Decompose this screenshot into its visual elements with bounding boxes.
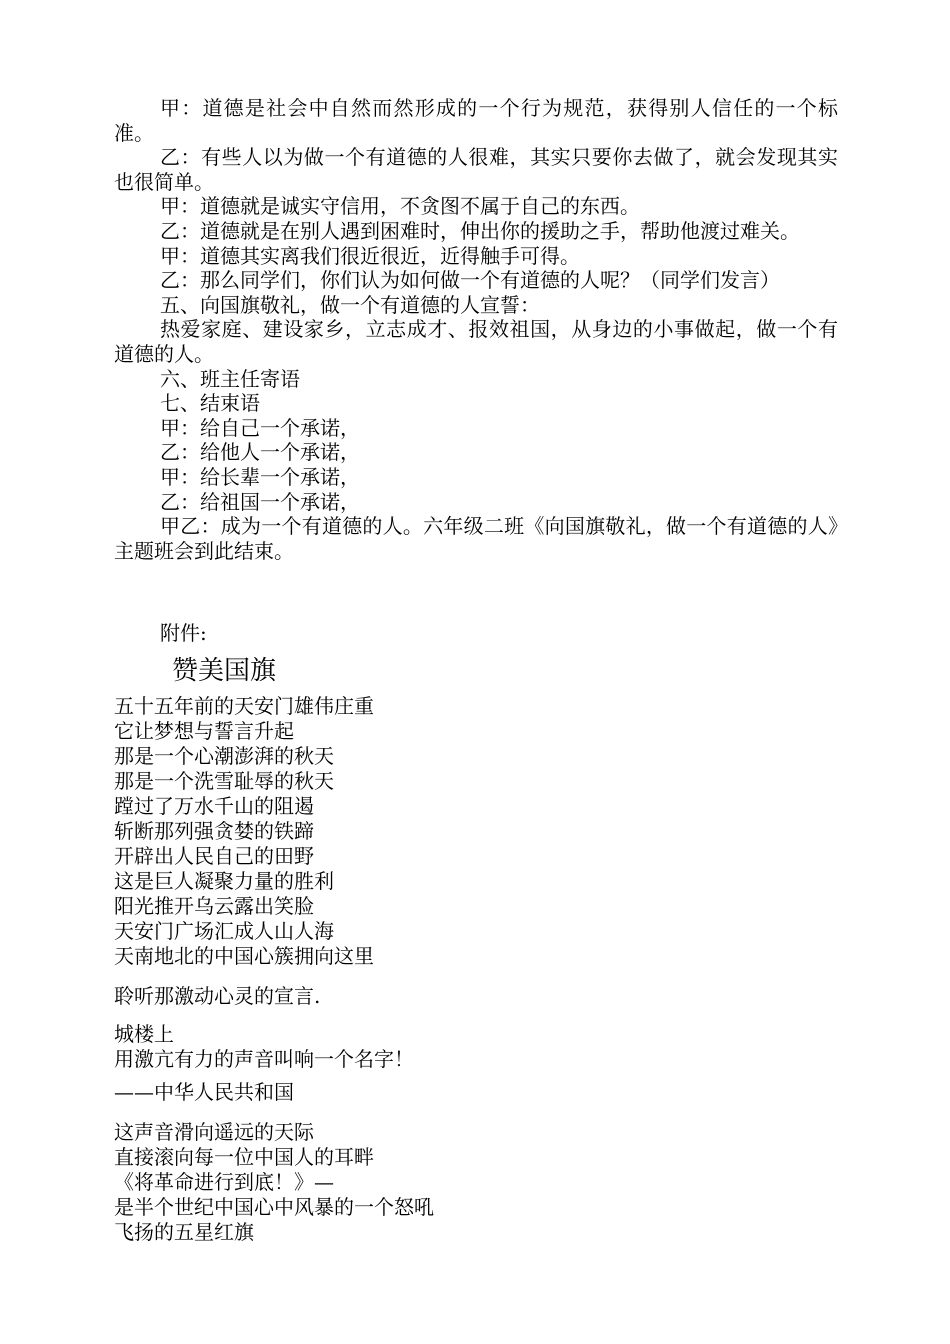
poem-line: 开辟出人民自己的田野 <box>114 844 314 868</box>
poem-line: 斩断那列强贪婪的铁蹄 <box>114 819 314 843</box>
body-text <box>114 96 838 563</box>
poem-line: 直接滚向每一位中国人的耳畔 <box>114 1145 374 1169</box>
poem-line: 那是一个心潮澎湃的秋天 <box>114 744 334 768</box>
poem-line: 它让梦想与誓言升起 <box>114 719 294 743</box>
poem-line: 《将革命进行到底！》— <box>114 1170 334 1194</box>
paragraph: 乙：那么同学们，你们认为如何做一个有道德的人呢？（同学们发言） <box>160 268 780 293</box>
poem-title: 赞美国旗 <box>172 656 277 686</box>
paragraph: 乙：给他人一个承诺， <box>160 440 360 465</box>
poem-line: 蹚过了万水千山的阻遏 <box>114 794 314 818</box>
paragraph: 甲：道德是社会中自然而然形成的一个行为规范，获得别人信任的一个标准。 <box>114 96 838 145</box>
poem-line: ——中华人民共和国 <box>114 1080 294 1104</box>
section-heading: 五、向国旗敬礼，做一个有道德的人宣誓： <box>160 292 540 317</box>
poem-line: 阳光推开乌云露出笑脸 <box>114 894 314 918</box>
poem-line: 五十五年前的天安门雄伟庄重 <box>114 694 374 718</box>
attachment-label: 附件: <box>160 621 207 645</box>
poem-line: 飞扬的五星红旗 <box>114 1220 254 1244</box>
paragraph: 乙：道德就是在别人遇到困难时，伸出你的援助之手，帮助他渡过难关。 <box>160 218 800 243</box>
paragraph: 甲乙：成为一个有道德的人。六年级二班《向国旗敬礼，做一个有道德的人》主题班会到此结束。 <box>114 514 838 563</box>
paragraph: 热爱家庭、建设家乡，立志成才、报效祖国，从身边的小事做起，做一个有道德的人。 <box>114 317 838 366</box>
poem-line: 这声音滑向遥远的天际 <box>114 1120 314 1144</box>
poem-line: 那是一个洗雪耻辱的秋天 <box>114 769 334 793</box>
poem-line: 城楼上 <box>114 1022 174 1046</box>
paragraph: 乙：给祖国一个承诺， <box>160 489 360 514</box>
paragraph: 甲：道德就是诚实守信用，不贪图不属于自己的东西。 <box>160 194 640 219</box>
paragraph: 乙：有些人以为做一个有道德的人很难，其实只要你去做了，就会发现其实也很简单。 <box>114 145 838 194</box>
poem-stanza <box>114 984 838 1009</box>
poem-line: 是半个世纪中国心中风暴的一个怒吼 <box>114 1195 434 1219</box>
poem-stanza <box>114 1022 838 1072</box>
poem-line: 天南地北的中国心簇拥向这里 <box>114 944 374 968</box>
section-heading: 七、结束语 <box>160 391 260 416</box>
poem-line: 这是巨人凝聚力量的胜利 <box>114 869 334 893</box>
poem-line: 天安门广场汇成人山人海 <box>114 919 334 943</box>
paragraph: 甲：给长辈一个承诺， <box>160 464 360 489</box>
poem-line: 用激亢有力的声音叫响一个名字！ <box>114 1047 414 1071</box>
poem-stanza <box>114 694 838 969</box>
poem-line: 聆听那激动心灵的宣言. <box>114 984 321 1008</box>
poem-stanza <box>114 1120 838 1245</box>
paragraph: 甲：道德其实离我们很近很近，近得触手可得。 <box>160 243 580 268</box>
paragraph: 甲：给自己一个承诺， <box>160 415 360 440</box>
poem-stanza <box>114 1080 838 1105</box>
section-heading: 六、班主任寄语 <box>160 366 300 391</box>
